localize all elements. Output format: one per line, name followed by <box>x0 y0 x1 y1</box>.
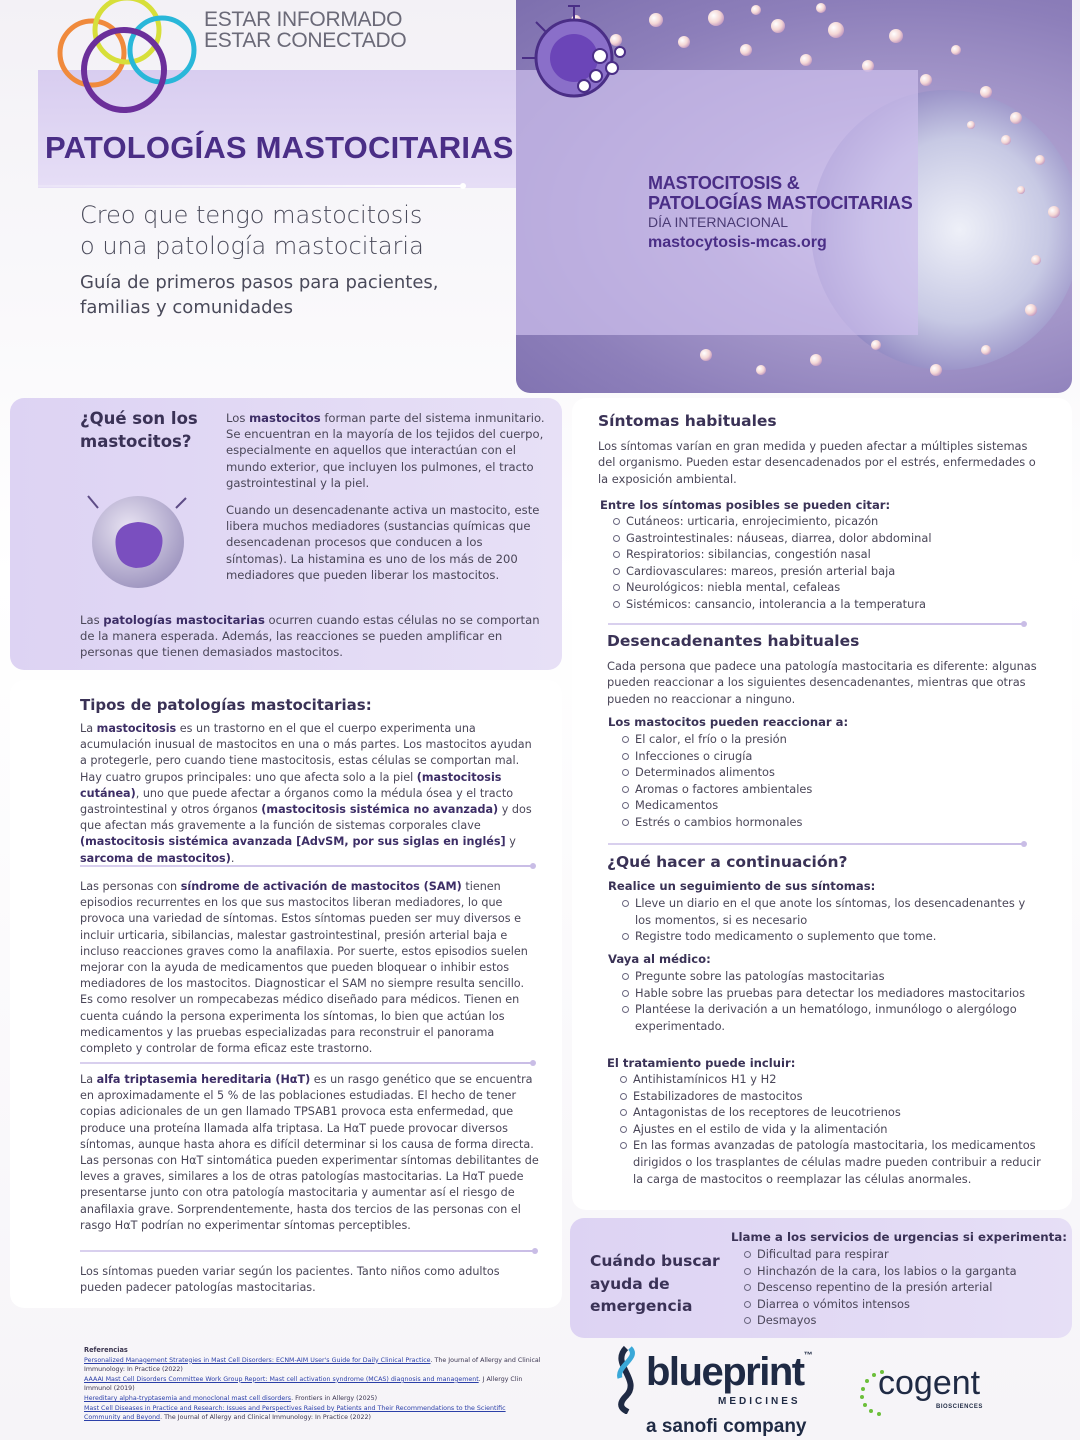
divider <box>608 843 1024 845</box>
reference-item: Hereditary alpha-tryptasemia and monoclonal mast cell disorders. Frontiers in Allergy (2025) <box>84 1394 378 1402</box>
emergency-list <box>743 1246 1063 1329</box>
list-item: Hinchazón de la cara, los labios o la garganta <box>743 1263 1063 1280</box>
blueprint-logo <box>606 1344 816 1440</box>
triggers-subheading: Los mastocitos pueden reaccionar a: <box>608 715 849 729</box>
next-steps-heading: ¿Qué hacer a continuación? <box>607 853 848 871</box>
list-item: Medicamentos <box>621 797 1021 814</box>
reference-link[interactable]: AAAAI Mast Cell Disorders Committee Work Group Report: Mast cell activation syndrome (MCAS) diagnosis and management <box>84 1375 479 1383</box>
references-title: Referencias <box>84 1346 128 1354</box>
divider <box>608 623 1024 625</box>
next-steps-doctor-list <box>621 968 1031 1034</box>
list-item: Hable sobre las pruebas para detectar los mediadores mastocitarios <box>621 985 1031 1002</box>
types-hat-paragraph: La alfa triptasemia hereditaria (HαT) es un rasgo genético que se encuentra en aproximadamente el 5 % de las poblaciones estudiadas. El hecho de tener copias adicionales de un gen llamado TPSAB1 provoca esta enfermedad, que produce una proteína llamada alfa triptasa. La HαT puede provocar diversos síntomas, aunque hasta ahora es difícil determinar si los causa de forma directa. Las personas con HαT sintomática pueden experimentar síntomas debilitantes de leves a graves, similares a los de otras patologías mastocitarias. La HαT puede presentarse junto con otra patología mastocitaria y aumentar así el riesgo de anafilaxia grave. Sorprendentemente, hasta dos tercios de las personas con el rasgo HαT podrían no experimentar síntomas perceptibles. <box>80 1073 539 1232</box>
next-steps-doctor-subheading: Vaya al médico: <box>608 952 711 966</box>
title-divider <box>38 185 463 187</box>
list-item: Sistémicos: cansancio, intolerancia a la temperatura <box>612 596 1032 613</box>
types-closing-paragraph: Los síntomas pueden variar según los pacientes. Tanto niños como adultos pueden padecer patologías mastocitarias. <box>80 1265 500 1295</box>
types-heading: Tipos de patologías mastocitarias: <box>80 696 372 714</box>
next-steps-track-list <box>621 895 1031 945</box>
reference-item: Personalized Management Strategies in Mast Cell Disorders: ECNM-AIM User's Guide for Daily Clinical Practice. The Journal of Allergy and Clinical Immunology: In Practice (2022) <box>84 1356 541 1374</box>
what-paragraph-1: Los mastocitos forman parte del sistema inmunitario. Se encuentran en la mayoría de los tejidos del cuerpo, especialmente en aquellos que interactúan con el mundo exterior, que incluyen los pulmones, el tracto gastrointestinal y la piel. <box>226 411 545 490</box>
next-steps-track-subheading: Realice un seguimiento de sus síntomas: <box>608 879 876 893</box>
mast-cell-illustration-icon <box>78 488 200 592</box>
mast-cell-icon <box>516 0 634 118</box>
reference-item: AAAAI Mast Cell Disorders Committee Work Group Report: Mast cell activation syndrome (MCAS) diagnosis and management. J Allergy Clin Immunol (2019) <box>84 1375 523 1393</box>
types-mcas-paragraph: Las personas con síndrome de activación de mastocitos (SAM) tienen episodios recurrentes en los que sus mastocitos liberan mediadores, lo que provoca una variedad de síntomas. Estos síntomas pueden ser muy diversos e incluir urticaria, sibilancias, malestar gastrointestinal, presión arterial baja e incluso reacciones graves como la anafilaxia. Por suerte, estos episodios suelen mejorar con la ayuda de medicamentos que pueden bloquear o inhibir estos mediadores de los mastocitos. Diagnosticar el SAM no siempre resulta sencillo. Es como resolver un rompecabezas médico diseñado para médicos. Tienen en cuenta cuándo la persona experimenta los síntomas, lo bien que actúan los medicamentos y las pruebas especializadas para reconstruir el panorama completo y controlar de forma eficaz este trastorno. <box>80 880 528 1056</box>
guide-description <box>80 270 439 320</box>
list-item: Determinados alimentos <box>621 764 1021 781</box>
hero-brand-line-1: MASTOCITOSIS & <box>648 173 800 193</box>
list-item: El calor, el frío o la presión <box>621 731 1021 748</box>
list-item: Descenso repentino de la presión arterial <box>743 1279 1063 1296</box>
list-item: Aromas o factores ambientales <box>621 781 1021 798</box>
list-item: Cardiovasculares: mareos, presión arterial baja <box>612 563 1032 580</box>
list-item: Plantéese la derivación a un hematólogo, inmunólogo o alergólogo experimentado. <box>621 1001 1031 1034</box>
list-item: Antihistamínicos H1 y H2 <box>619 1071 1041 1088</box>
sanofi-tagline: a sanofi company <box>646 1416 807 1437</box>
subtitle-line-2: o una patología mastocitaria <box>80 232 424 260</box>
list-item: Antagonistas de los receptores de leucotrienos <box>619 1104 1041 1121</box>
symptoms-list <box>612 513 1032 613</box>
hero-brand <box>648 173 913 213</box>
divider <box>80 865 533 867</box>
emergency-subheading: Llame a los servicios de urgencias si experimenta: <box>731 1230 1067 1244</box>
triggers-list <box>621 731 1021 831</box>
list-item: Cutáneos: urticaria, enrojecimiento, picazón <box>612 513 1032 530</box>
cogent-biosciences: BIOSCIENCES <box>936 1404 983 1410</box>
emergency-heading: Cuándo buscar ayuda de emergencia <box>590 1252 720 1315</box>
triggers-heading: Desencadenantes habituales <box>607 632 860 650</box>
reference-link[interactable]: Personalized Management Strategies in Mast Cell Disorders: ECNM-AIM User's Guide for Daily Clinical Practice <box>84 1356 431 1364</box>
list-item: Estrés o cambios hormonales <box>621 814 1021 831</box>
cogent-logo <box>858 1362 998 1422</box>
guide-line-2: familias y comunidades <box>80 297 294 318</box>
what-heading: ¿Qué son los mastocitos? <box>80 409 198 451</box>
list-item: Infecciones o cirugía <box>621 748 1021 765</box>
list-item: Dificultad para respirar <box>743 1246 1063 1263</box>
hero-url-link[interactable]: mastocytosis-mcas.org <box>648 234 827 251</box>
list-item: Desmayos <box>743 1312 1063 1329</box>
rings-logo-icon <box>52 0 202 120</box>
reference-item: Mast Cell Diseases in Practice and Research: Issues and Perspectives Raised by Patients and Their Recommendations to the Scientific Community and Beyond. The Journal of Allergy and Clinical Immunology: In Practice (2022) <box>84 1404 506 1422</box>
helix-icon <box>606 1344 646 1414</box>
types-mastocytosis-paragraph: La mastocitosis es un trastorno en el que el cuerpo experimenta una acumulación inusual de mastocitos en una o más partes. Los mastocitos ayudan a protegerle, pero cuando tiene mastocitosis, estas células se comportan mal. Hay cuatro grupos principales: uno que afecta solo a la piel (mastocitosis cutánea), uno que puede afectar a órganos como la médula ósea y el tracto gastrointestinal y otros órganos (mastocitosis sistémica no avanzada) y dos que afectan más gravemente a la función de sistemas corporales clave (mastocitosis sistémica avanzada [AdvSM, por sus siglas en inglés] y sarcoma de mastocitos). <box>80 722 532 865</box>
symptoms-subheading: Entre los síntomas posibles se pueden citar: <box>600 498 891 512</box>
tagline-line-1: ESTAR INFORMADO <box>204 8 403 31</box>
blueprint-wordmark: blueprint™ <box>646 1350 812 1394</box>
guide-line-1: Guía de primeros pasos para pacientes, <box>80 272 439 293</box>
treatment-list <box>619 1071 1041 1187</box>
divider <box>80 1062 533 1064</box>
symptoms-intro: Los síntomas varían en gran medida y pueden afectar a múltiples sistemas del organismo. Pueden estar desencadenados por el estrés, enfermedades o la exposición ambiental. <box>598 439 1036 486</box>
list-item: Estabilizadores de mastocitos <box>619 1088 1041 1105</box>
tagline-line-2: ESTAR CONECTADO <box>204 29 407 52</box>
blueprint-medicines: MEDICINES <box>718 1396 801 1407</box>
what-paragraph-3: Las patologías mastocitarias ocurren cuando estas células no se comportan de la manera esperada. Además, las reacciones se pueden amplificar en personas que tienen demasiados mastocitos. <box>80 613 540 660</box>
list-item: Registre todo medicamento o suplemento que tome. <box>621 928 1031 945</box>
reference-link[interactable]: Hereditary alpha-tryptasemia and monoclonal mast cell disorders <box>84 1394 292 1402</box>
references <box>84 1346 544 1423</box>
subtitle <box>80 200 424 262</box>
hero-brand-line-2: PATOLOGÍAS MASTOCITARIAS <box>648 193 913 213</box>
list-item: Respiratorios: sibilancias, congestión nasal <box>612 546 1032 563</box>
symptoms-heading: Síntomas habituales <box>598 412 777 430</box>
page-title: PATOLOGÍAS MASTOCITARIAS <box>45 130 514 165</box>
treatment-subheading: El tratamiento puede incluir: <box>607 1056 796 1070</box>
tagline <box>204 9 406 51</box>
list-item: Pregunte sobre las patologías mastocitarias <box>621 968 1031 985</box>
list-item: Diarrea o vómitos intensos <box>743 1296 1063 1313</box>
list-item: Neurológicos: niebla mental, cefaleas <box>612 579 1032 596</box>
hero-day-label: DÍA INTERNACIONAL <box>648 214 789 230</box>
list-item: Ajustes en el estilo de vida y la alimentación <box>619 1121 1041 1138</box>
triggers-intro: Cada persona que padece una patología mastocitaria es diferente: algunas pueden reaccionar a los siguientes desencadenantes, mientras que otras pueden no reaccionar a ninguno. <box>607 659 1037 706</box>
reference-link[interactable]: Mast Cell Diseases in Practice and Research: Issues and Perspectives Raised by Patients and Their Recommendations to the Scientific Community and Beyond <box>84 1404 506 1422</box>
list-item: Lleve un diario en el que anote los síntomas, los desencadenantes y los momentos, si es necesario <box>621 895 1031 928</box>
subtitle-line-1: Creo que tengo mastocitosis <box>80 201 423 229</box>
list-item: En las formas avanzadas de patología mastocitaria, los medicamentos dirigidos o los trasplantes de células madre pueden contribuir a reducir la carga de mastocitos o reemplazar las células anormales. <box>619 1137 1041 1187</box>
divider <box>80 1250 535 1252</box>
cogent-wordmark: cogent <box>878 1364 981 1402</box>
hero-image <box>516 0 1072 393</box>
header <box>0 0 516 395</box>
what-paragraph-2: Cuando un desencadenante activa un mastocito, este libera muchos mediadores (sustancias químicas que desencadenan procesos que conducen a los síntomas). La histamina es uno de los más de 200 mediadores que pueden liberar los mastocitos. <box>226 503 540 582</box>
list-item: Gastrointestinales: náuseas, diarrea, dolor abdominal <box>612 530 1032 547</box>
